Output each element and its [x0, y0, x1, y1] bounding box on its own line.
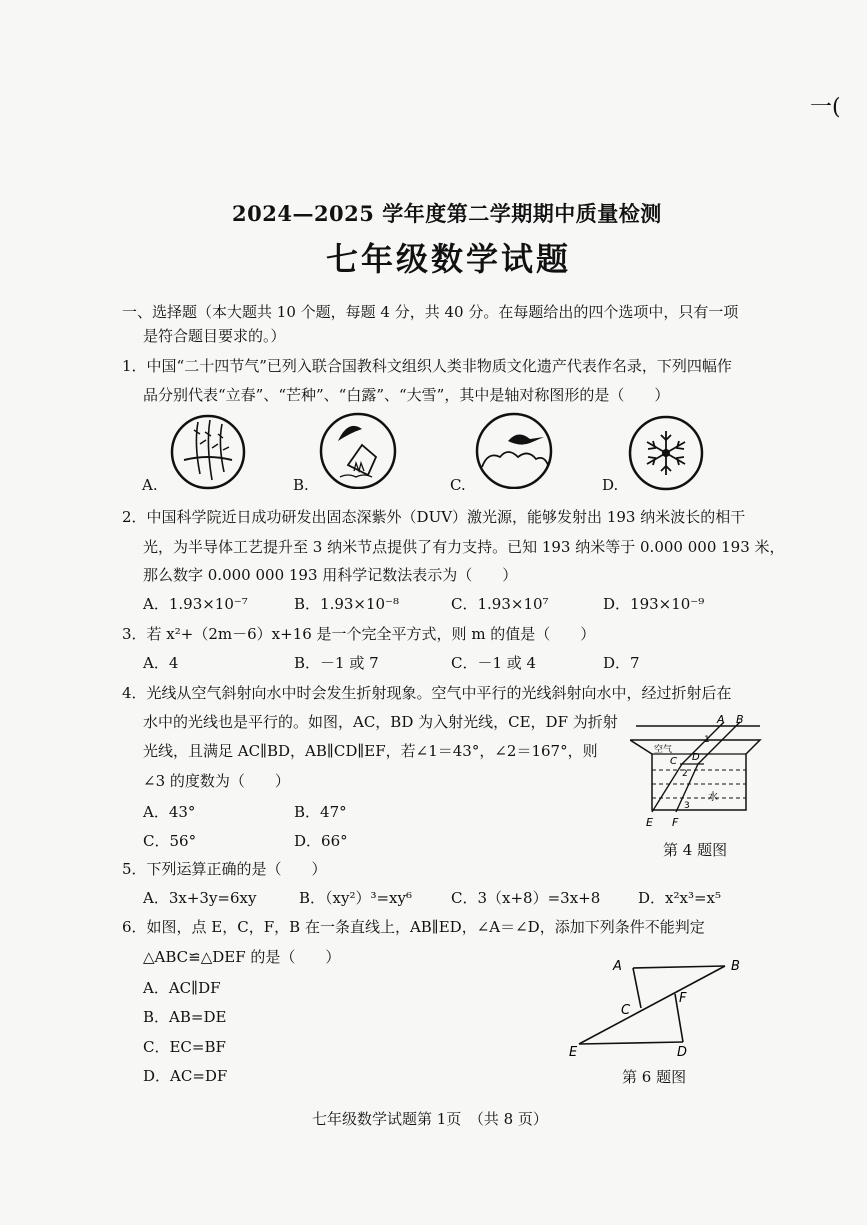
q4-option-d: D．66°: [294, 832, 348, 850]
q4-stem-line2: 水中的光线也是平行的。如图，AC，BD 为入射光线，CE，DF 为折射: [143, 713, 618, 731]
q1-stem-line2: 品分别代表“立春”、“芒种”、“白露”、“大雪”，其中是轴对称图形的是（ ）: [143, 386, 670, 404]
q2-stem-line1: 2．中国科学院近日成功研发出固态深紫外（DUV）激光源，能够发射出 193 纳米波长的相干: [122, 508, 746, 526]
q1-image-b: [318, 411, 400, 489]
q2-stem-line3: 那么数字 0.000 000 193 用科学记数法表示为（ ）: [143, 566, 518, 584]
q6-option-c: C．EC=BF: [143, 1038, 226, 1056]
q1-image-c: [474, 411, 556, 489]
q1-label-b: B.: [293, 476, 309, 494]
q4-option-a: A．43°: [143, 803, 196, 821]
q3-option-a: A．4: [143, 654, 179, 672]
q6-fig-label-c: C: [621, 1003, 631, 1018]
q6-figure: [565, 952, 755, 1062]
q2-option-d: D．193×10⁻⁹: [603, 595, 705, 613]
q6-fig-label-b: B: [731, 959, 740, 974]
q6-option-a: A．AC∥DF: [143, 979, 221, 997]
q6-figure-caption: 第 6 题图: [622, 1068, 687, 1086]
q4-fig-label-b: B: [736, 713, 744, 726]
q2-option-c: C．1.93×10⁷: [451, 595, 549, 613]
q3-option-c: C．－1 或 4: [451, 654, 537, 672]
q6-fig-label-a: A: [613, 959, 622, 974]
section-heading: 一、选择题（本大题共 10 个题，每题 4 分，共 40 分。在每题给出的四个选项中，只有一项: [122, 303, 739, 321]
q2-option-a: A．1.93×10⁻⁷: [143, 595, 248, 613]
q4-stem-line3: 光线，且满足 AC∥BD，AB∥CD∥EF，若∠1＝43°，∠2＝167°，则: [143, 742, 598, 760]
q4-fig-label-3: 3: [684, 801, 690, 811]
q6-option-d: D．AC=DF: [143, 1067, 228, 1085]
q1-stem-line1: 1．中国“二十四节气”已列入联合国教科文组织人类非物质文化遗产代表作名录，下列四幅作: [122, 357, 732, 375]
q4-fig-label-water: 水: [708, 792, 718, 803]
q4-figure-caption: 第 4 题图: [663, 841, 728, 859]
q2-stem-line2: 光，为半导体工艺提升至 3 纳米节点提供了有力支持。已知 193 纳米等于 0.000 000 193 米，: [143, 538, 785, 556]
q5-option-d: D．x²x³=x⁵: [638, 889, 722, 907]
q1-image-a: [170, 414, 246, 490]
q1-label-c: C.: [450, 476, 466, 494]
q5-option-a: A．3x+3y=6xy: [143, 889, 257, 907]
q4-stem-line4: ∠3 的度数为（ ）: [143, 772, 290, 790]
q6-option-b: B．AB=DE: [143, 1008, 227, 1026]
q6-stem-line2: △ABC≌△DEF 的是（ ）: [143, 948, 341, 966]
q4-option-b: B．47°: [294, 803, 347, 821]
q3-option-b: B．－1 或 7: [294, 654, 379, 672]
section-heading-cont: 是符合题目要求的。）: [143, 327, 286, 345]
q6-fig-label-d: D: [677, 1045, 688, 1060]
q3-stem: 3．若 x²+（2m－6）x+16 是一个完全平方式，则 m 的值是（ ）: [122, 625, 596, 643]
q4-fig-label-e: E: [646, 816, 653, 829]
q1-label-d: D.: [602, 476, 619, 494]
q3-option-d: D．7: [603, 654, 640, 672]
q4-fig-label-c: C: [670, 756, 677, 767]
page-footer: 七年级数学试题第 1页 （共 8 页）: [312, 1110, 548, 1128]
q6-fig-label-e: E: [569, 1045, 578, 1060]
q4-fig-label-d: D: [692, 752, 700, 763]
q4-stem-line1: 4．光线从空气斜射向水中时会发生折射现象。空气中平行的光线斜射向水中，经过折射后在: [122, 684, 732, 702]
q5-option-c: C．3（x+8）=3x+8: [451, 889, 601, 907]
q4-fig-label-air: 空气: [654, 745, 673, 755]
q4-fig-label-2: 2: [682, 769, 688, 779]
q1-label-a: A.: [142, 476, 158, 494]
q5-option-b: B．（xy²）³=xy⁶: [299, 889, 412, 907]
exam-title: 2024—2025 学年度第二学期期中质量检测: [232, 201, 662, 226]
q4-fig-label-1: 1: [704, 735, 710, 745]
q2-option-b: B．1.93×10⁻⁸: [294, 595, 400, 613]
q6-fig-label-f: F: [679, 991, 687, 1006]
q6-stem-line1: 6．如图，点 E，C，F，B 在一条直线上，AB∥ED，∠A＝∠D，添加下列条件不能判定: [122, 918, 705, 936]
q4-fig-label-a: A: [717, 713, 725, 726]
q4-option-c: C．56°: [143, 832, 197, 850]
corner-mark: 一(: [810, 95, 841, 120]
q1-image-d: [626, 413, 706, 491]
q4-fig-label-f: F: [672, 816, 679, 829]
q5-stem: 5．下列运算正确的是（ ）: [122, 860, 327, 878]
q4-figure: [630, 712, 765, 830]
exam-subtitle: 七年级数学试题: [326, 240, 572, 278]
